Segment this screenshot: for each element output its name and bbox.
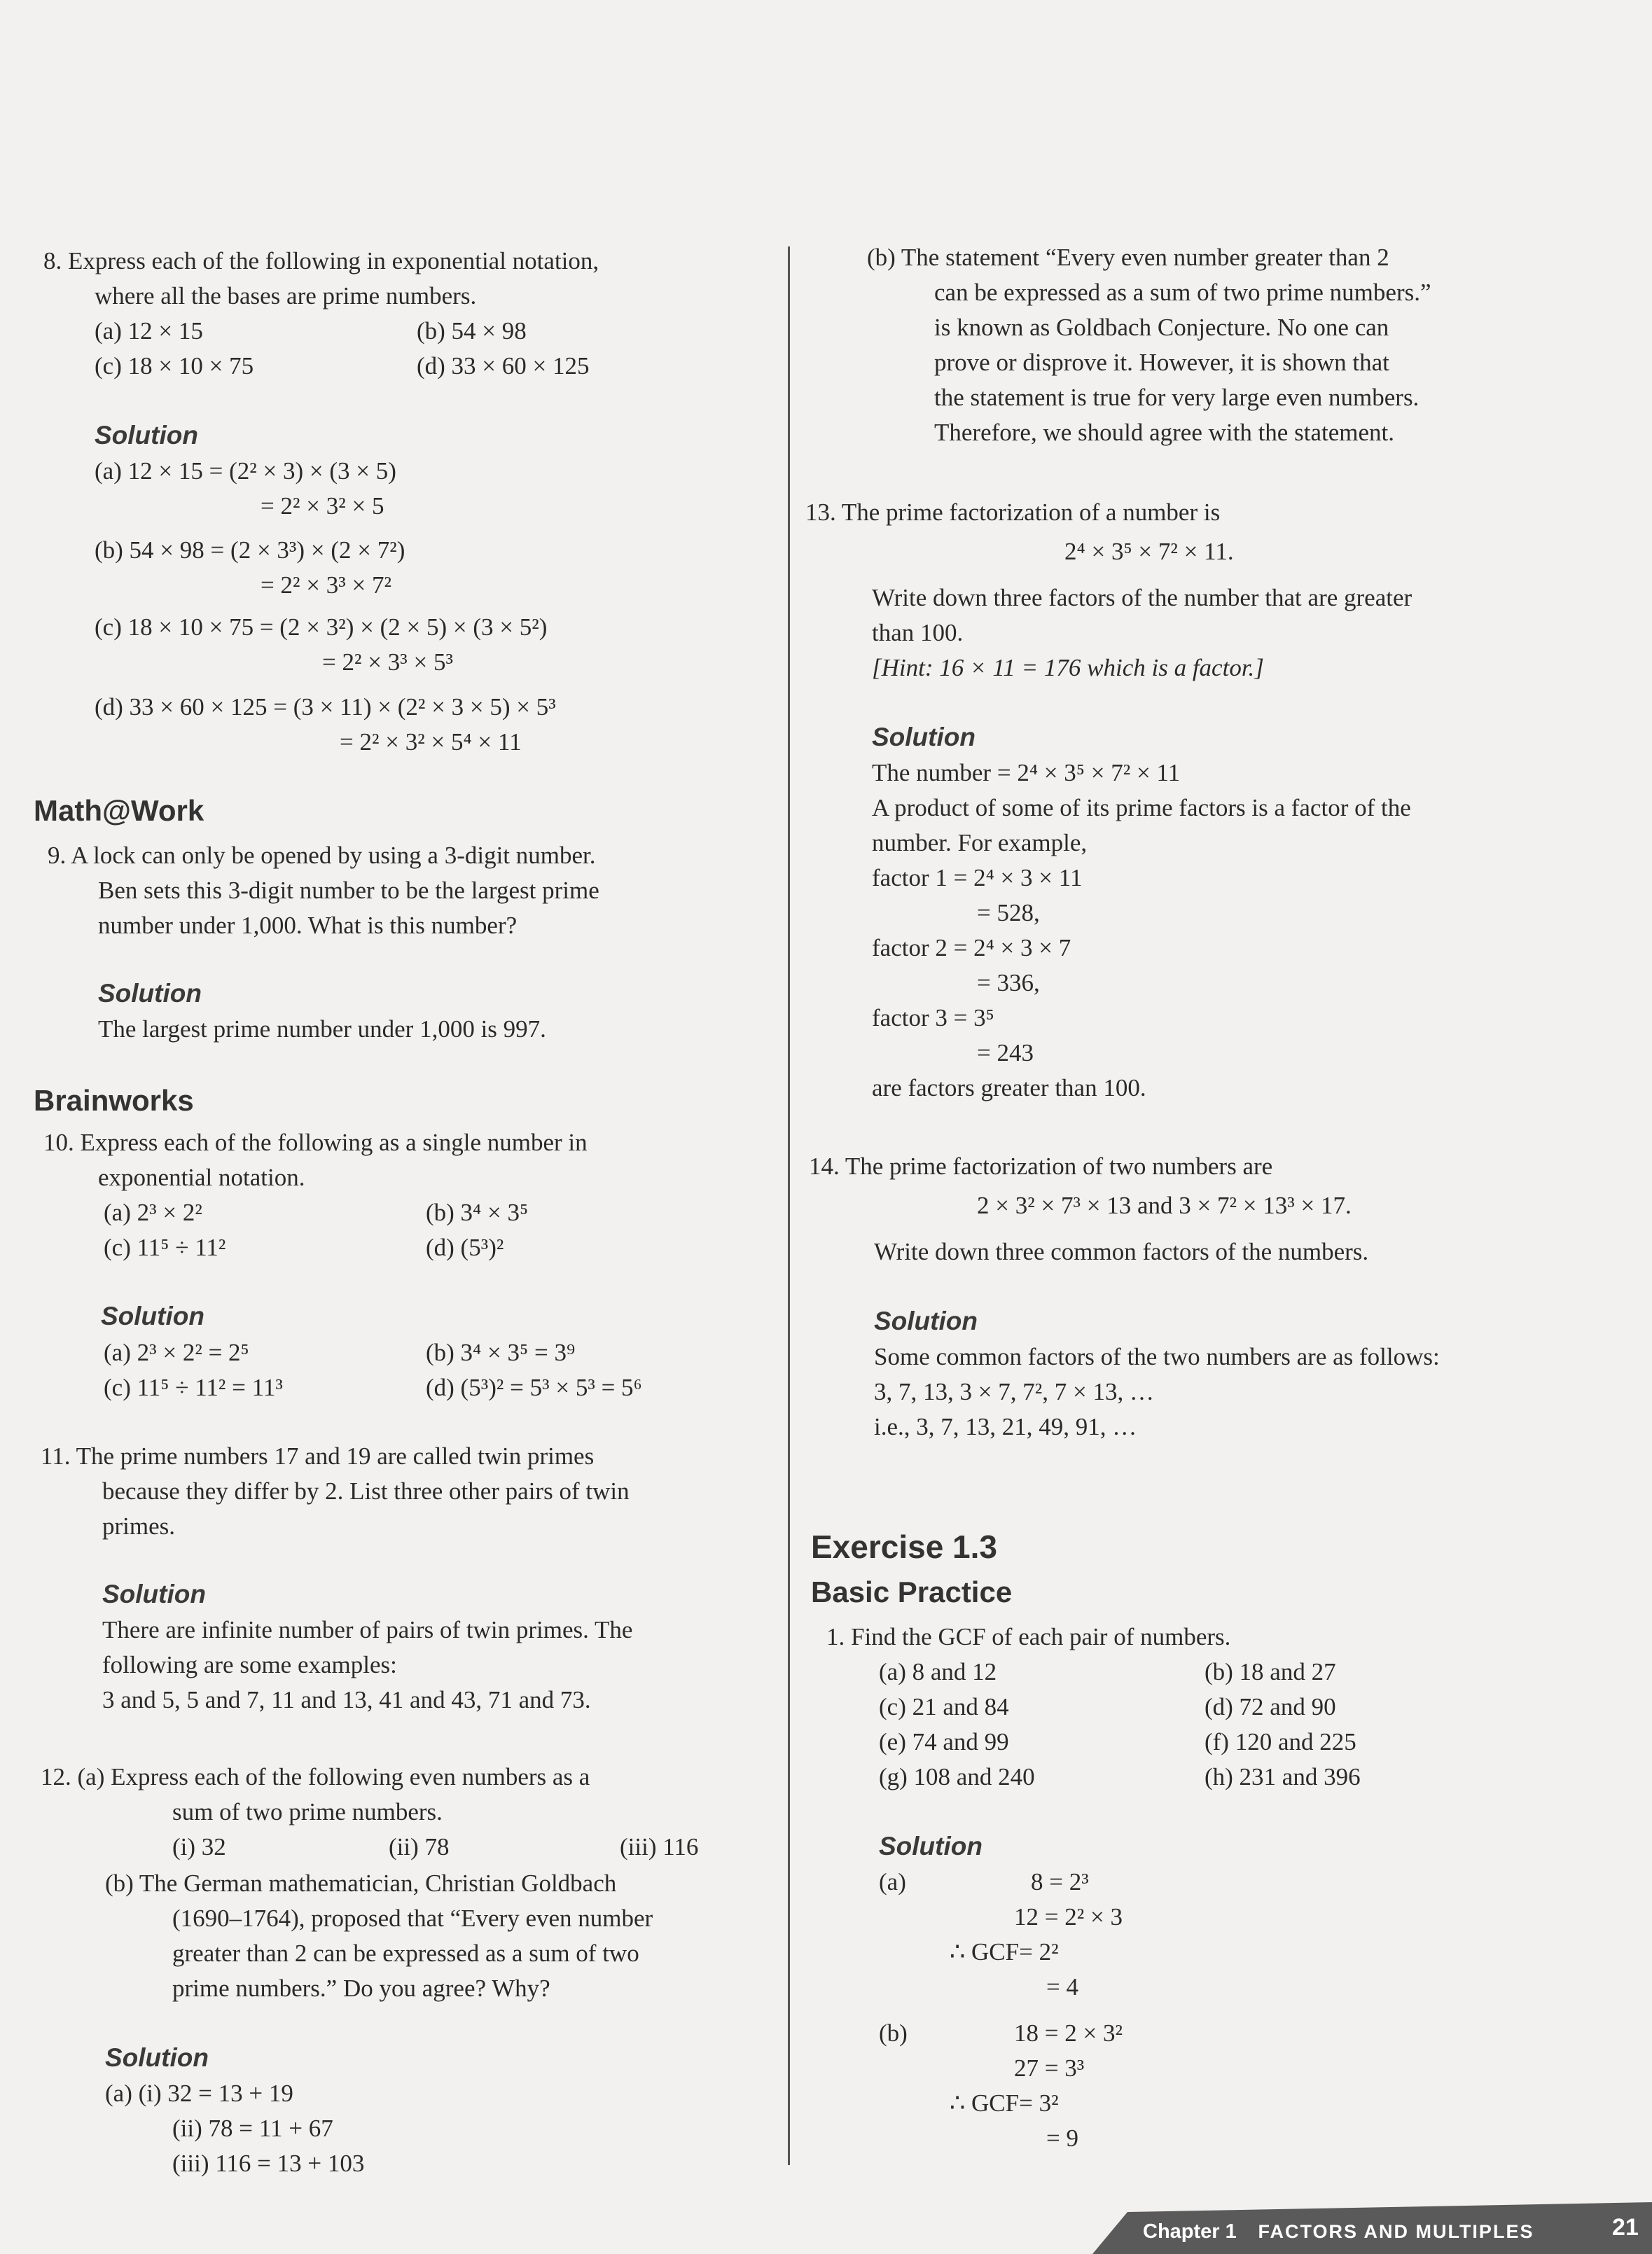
q13-solution-heading: Solution	[872, 723, 976, 751]
q10-part-a: (a) 2³ × 2²	[104, 1199, 202, 1226]
basic-practice-heading: Basic Practice	[811, 1575, 1013, 1608]
q8-line-1: 8. Express each of the following in exponential notation,	[43, 247, 599, 274]
q8-sol-d-2: = 2² × 3² × 5⁴ × 11	[340, 728, 522, 756]
q13-sol-conclusion: are factors greater than 100.	[872, 1074, 1146, 1101]
q13-sol-line-1: The number = 2⁴ × 3⁵ × 7² × 11	[872, 759, 1181, 786]
q10-sol-c: (c) 11⁵ ÷ 11² = 11³	[104, 1374, 283, 1401]
exercise-heading: Exercise 1.3	[811, 1529, 998, 1565]
ex1-sol-b-line-4: = 9	[1046, 2124, 1078, 2152]
q13-line-3: than 100.	[872, 619, 964, 646]
ex1-solution-heading: Solution	[879, 1832, 983, 1860]
q8-part-a: (a) 12 × 15	[95, 317, 203, 345]
q8-sol-c-1: (c) 18 × 10 × 75 = (2 × 3²) × (2 × 5) × (3 × 5²)	[95, 613, 548, 641]
q11-sol-line-1: There are infinite number of pairs of twin primes. The	[102, 1616, 633, 1643]
q8-sol-d-1: (d) 33 × 60 × 125 = (3 × 11) × (2² × 3 × 5) × 5³	[95, 693, 556, 721]
q12b-sol-line-1: (b) The statement “Every even number greater than 2	[867, 244, 1389, 271]
ex1-sol-b-label: (b)	[879, 2019, 908, 2047]
q9-line-1: 9. A lock can only be opened by using a 3-digit number.	[48, 842, 596, 869]
ex1-sol-b-line-1: 18 = 2 × 3²	[1014, 2019, 1123, 2047]
q9-solution-heading: Solution	[98, 979, 202, 1008]
q9-line-3: number under 1,000. What is this number?	[98, 912, 518, 939]
q12-part-ii: (ii) 78	[389, 1833, 450, 1860]
ex1-part-b: (b) 18 and 27	[1205, 1658, 1336, 1685]
q10-part-d: (d) (5³)²	[426, 1234, 504, 1261]
q8-part-d: (d) 33 × 60 × 125	[417, 352, 590, 380]
ex1-sol-a-line-2: 12 = 2² × 3	[1014, 1903, 1123, 1930]
q8-part-c: (c) 18 × 10 × 75	[95, 352, 254, 380]
q13-factor-3: factor 3 = 3⁵	[872, 1004, 994, 1031]
q13-expression: 2⁴ × 3⁵ × 7² × 11.	[1064, 538, 1234, 565]
q12b-sol-line-5: the statement is true for very large even numbers.	[934, 384, 1420, 411]
q12-line-2: sum of two prime numbers.	[172, 1798, 443, 1825]
q13-line-1: 13. The prime factorization of a number is	[805, 499, 1221, 526]
ex1-part-d: (d) 72 and 90	[1205, 1693, 1336, 1720]
q12-sol-iii: (iii) 116 = 13 + 103	[172, 2150, 365, 2177]
ex1-sol-b-line-2: 27 = 3³	[1014, 2054, 1085, 2082]
ex1-sol-a-line-4: = 4	[1046, 1973, 1078, 2001]
ex1-sol-b-line-3: ∴ GCF= 3²	[950, 2089, 1059, 2117]
q8-sol-c-2: = 2² × 3³ × 5³	[322, 648, 453, 676]
q13-factor-2: factor 2 = 2⁴ × 3 × 7	[872, 934, 1071, 961]
ex1-part-f: (f) 120 and 225	[1205, 1728, 1356, 1755]
q8-part-b: (b) 54 × 98	[417, 317, 527, 345]
brainworks-heading: Brainworks	[34, 1084, 194, 1117]
q12-sol-ii: (ii) 78 = 11 + 67	[172, 2115, 333, 2142]
footer-chapter	[1143, 2220, 1534, 2243]
q12b-line-1: (b) The German mathematician, Christian Goldbach	[105, 1870, 617, 1897]
q8-solution-heading: Solution	[95, 421, 198, 450]
ex1-part-e: (e) 74 and 99	[879, 1728, 1009, 1755]
q13-factor-2-value: = 336,	[977, 969, 1040, 996]
q10-sol-d: (d) (5³)² = 5³ × 5³ = 5⁶	[426, 1374, 642, 1401]
q13-factor-1-value: = 528,	[977, 899, 1040, 926]
q12-sol-i: (a) (i) 32 = 13 + 19	[105, 2080, 293, 2107]
q12b-line-2: (1690–1764), proposed that “Every even number	[172, 1905, 653, 1932]
ex1-part-g: (g) 108 and 240	[879, 1763, 1035, 1790]
q14-sol-line-3: i.e., 3, 7, 13, 21, 49, 91, …	[874, 1413, 1137, 1440]
ex1-sol-a-line-1: 8 = 2³	[1031, 1868, 1089, 1895]
q10-part-c: (c) 11⁵ ÷ 11²	[104, 1234, 226, 1261]
ex1-sol-a-label: (a)	[879, 1868, 906, 1895]
q11-solution-heading: Solution	[102, 1580, 206, 1608]
q12-part-iii: (iii) 116	[620, 1833, 699, 1860]
q13-factor-3-value: = 243	[977, 1039, 1034, 1066]
footer-chapter-label: Chapter 1	[1143, 2220, 1237, 2243]
q14-sol-line-2: 3, 7, 13, 3 × 7, 7², 7 × 13, …	[874, 1378, 1154, 1405]
q10-sol-b: (b) 3⁴ × 3⁵ = 3⁹	[426, 1339, 576, 1366]
q14-expression: 2 × 3² × 7³ × 13 and 3 × 7² × 13³ × 17.	[977, 1192, 1352, 1219]
q11-sol-line-2: following are some examples:	[102, 1651, 397, 1678]
q12b-sol-line-2: can be expressed as a sum of two prime numbers.”	[934, 279, 1431, 306]
q12-part-i: (i) 32	[172, 1833, 226, 1860]
column-divider	[788, 246, 790, 2165]
q8-line-2: where all the bases are prime numbers.	[95, 282, 477, 309]
ex1-sol-a-line-3: ∴ GCF= 2²	[950, 1938, 1059, 1966]
ex1-part-a: (a) 8 and 12	[879, 1658, 997, 1685]
ex1-question: 1. Find the GCF of each pair of numbers.	[826, 1623, 1231, 1650]
q12-line-1: 12. (a) Express each of the following even numbers as a	[41, 1763, 590, 1790]
q11-line-1: 11. The prime numbers 17 and 19 are called twin primes	[41, 1442, 595, 1470]
q11-sol-line-3: 3 and 5, 5 and 7, 11 and 13, 41 and 43, 71 and 73.	[102, 1686, 591, 1713]
q10-line-2: exponential notation.	[98, 1164, 305, 1191]
footer-chapter-title: FACTORS AND MULTIPLES	[1258, 2221, 1534, 2242]
q12b-sol-line-3: is known as Goldbach Conjecture. No one can	[934, 314, 1389, 341]
q11-line-3: primes.	[102, 1512, 176, 1540]
q13-line-2: Write down three factors of the number that are greater	[872, 584, 1412, 611]
q8-sol-a-1: (a) 12 × 15 = (2² × 3) × (3 × 5)	[95, 457, 396, 485]
q10-part-b: (b) 3⁴ × 3⁵	[426, 1199, 529, 1226]
ex1-part-h: (h) 231 and 396	[1205, 1763, 1361, 1790]
q13-sol-line-2: A product of some of its prime factors is a factor of the	[872, 794, 1411, 821]
q9-solution-text: The largest prime number under 1,000 is 997.	[98, 1015, 546, 1043]
q12b-sol-line-6: Therefore, we should agree with the statement.	[934, 419, 1394, 446]
q8-sol-a-2: = 2² × 3² × 5	[261, 492, 384, 520]
q10-solution-heading: Solution	[101, 1302, 204, 1330]
q10-sol-a: (a) 2³ × 2² = 2⁵	[104, 1339, 249, 1366]
q14-solution-heading: Solution	[874, 1307, 978, 1335]
q13-sol-line-3: number. For example,	[872, 829, 1088, 856]
q12-solution-heading: Solution	[105, 2043, 209, 2072]
page-number: 21	[1612, 2214, 1639, 2241]
q13-hint: [Hint: 16 × 11 = 176 which is a factor.]	[872, 654, 1264, 681]
q13-factor-1: factor 1 = 2⁴ × 3 × 11	[872, 864, 1083, 891]
q12b-sol-line-4: prove or disprove it. However, it is shown that	[934, 349, 1389, 376]
ex1-part-c: (c) 21 and 84	[879, 1693, 1009, 1720]
math-at-work-heading: Math@Work	[34, 794, 204, 827]
q9-line-2: Ben sets this 3-digit number to be the largest prime	[98, 877, 599, 904]
q12b-line-4: prime numbers.” Do you agree? Why?	[172, 1975, 550, 2002]
q8-sol-b-2: = 2² × 3³ × 7²	[261, 571, 391, 599]
q11-line-2: because they differ by 2. List three other pairs of twin	[102, 1477, 630, 1505]
q12b-line-3: greater than 2 can be expressed as a sum of two	[172, 1940, 639, 1967]
q14-line-2: Write down three common factors of the numbers.	[874, 1238, 1369, 1265]
q14-sol-line-1: Some common factors of the two numbers are as follows:	[874, 1343, 1440, 1370]
q8-sol-b-1: (b) 54 × 98 = (2 × 3³) × (2 × 7²)	[95, 536, 405, 564]
q10-line-1: 10. Express each of the following as a single number in	[43, 1129, 588, 1156]
q14-line-1: 14. The prime factorization of two numbers are	[809, 1153, 1273, 1180]
